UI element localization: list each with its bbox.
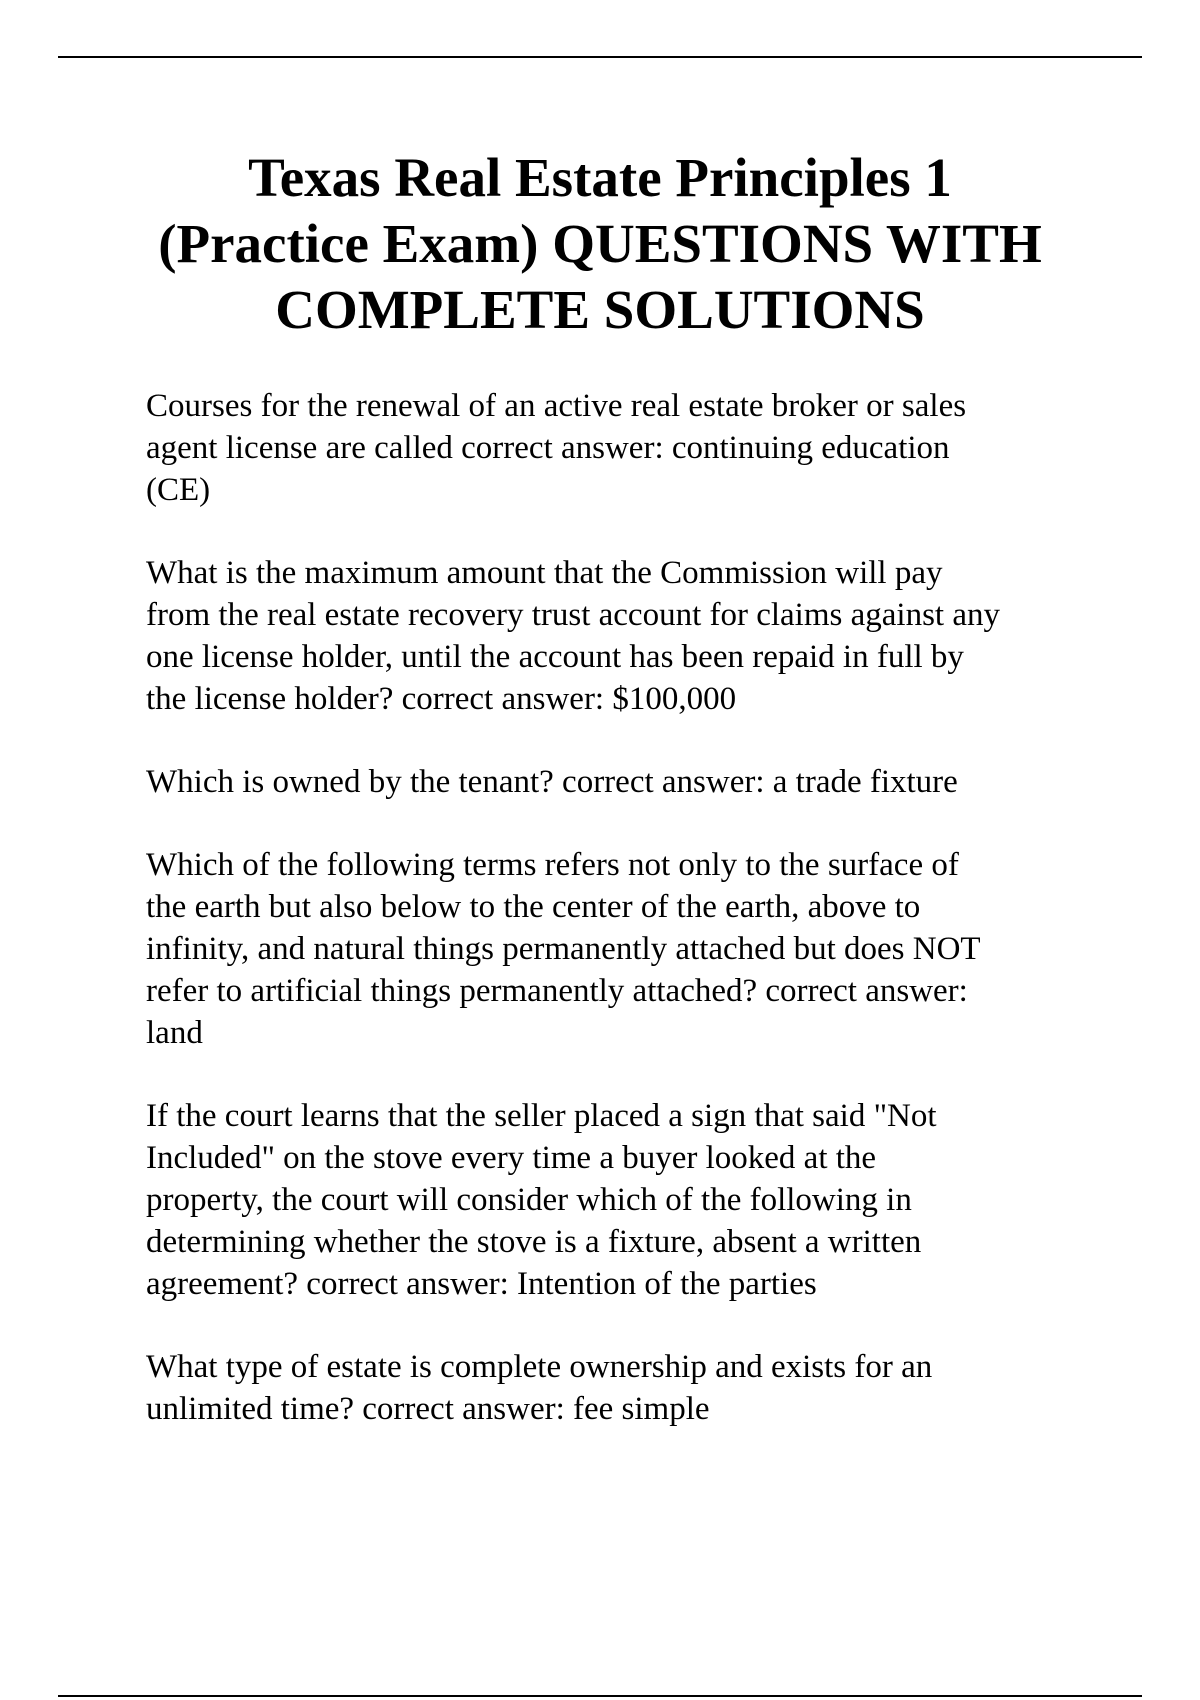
qa-item-recovery-fund — [146, 552, 1106, 720]
qa-item-land — [146, 844, 1106, 1054]
text-line: Which of the following terms refers not only to the surface of — [146, 847, 959, 883]
text-line: land — [146, 1015, 203, 1051]
text-line: agreement? correct answer: Intention of the parties — [146, 1266, 817, 1302]
title-line: Texas Real Estate Principles 1 — [248, 147, 952, 208]
text-line: determining whether the stove is a fixture, absent a written — [146, 1224, 922, 1260]
text-line: (CE) — [146, 472, 211, 508]
text-line: Included" on the stove every time a buyer looked at the — [146, 1140, 877, 1176]
text-line: Which is owned by the tenant? correct answer: a trade fixture — [146, 764, 958, 800]
text-line: unlimited time? correct answer: fee simple — [146, 1391, 710, 1427]
qa-item-intention — [146, 1095, 1106, 1305]
question-answer-list — [146, 385, 1106, 1471]
text-line: Courses for the renewal of an active real estate broker or sales — [146, 388, 967, 424]
qa-item-fee-simple — [146, 1346, 1106, 1430]
qa-item-continuing-education — [146, 385, 1106, 511]
text-line: infinity, and natural things permanently attached but does NOT — [146, 931, 981, 967]
text-line: If the court learns that the seller placed a sign that said "Not — [146, 1098, 937, 1134]
text-line: property, the court will consider which of the following in — [146, 1182, 912, 1218]
text-line: refer to artificial things permanently attached? correct answer: — [146, 973, 968, 1009]
bottom-rule — [58, 1695, 1142, 1697]
text-line: agent license are called correct answer: continuing education — [146, 430, 950, 466]
text-line: one license holder, until the account has been repaid in full by — [146, 639, 964, 675]
text-line: from the real estate recovery trust account for claims against any — [146, 597, 1000, 633]
top-rule — [58, 56, 1142, 58]
text-line: What is the maximum amount that the Commission will pay — [146, 555, 943, 591]
document-title — [100, 145, 1100, 343]
qa-item-trade-fixture — [146, 761, 1106, 803]
title-line: COMPLETE SOLUTIONS — [275, 279, 925, 340]
text-line: the earth but also below to the center of the earth, above to — [146, 889, 921, 925]
text-line: the license holder? correct answer: $100,000 — [146, 681, 737, 717]
text-line: What type of estate is complete ownership and exists for an — [146, 1349, 933, 1385]
title-line: (Practice Exam) QUESTIONS WITH — [158, 213, 1042, 274]
